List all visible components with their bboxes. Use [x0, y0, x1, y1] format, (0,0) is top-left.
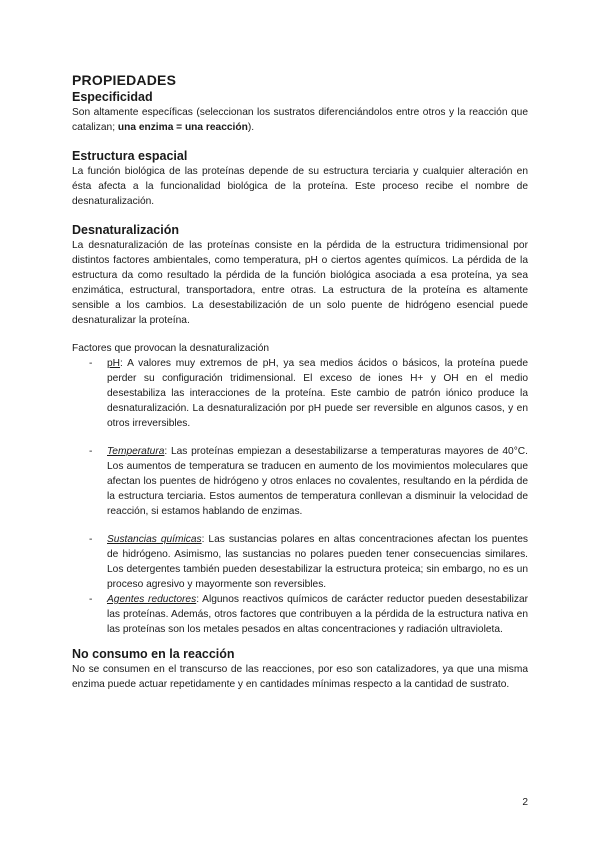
especificidad-text: Son altamente específicas (seleccionan los sustratos diferenciándolos entre otros y la reacción que catalizan;: [72, 107, 528, 133]
especificidad-bold: una enzima = una reacción: [117, 122, 248, 133]
term-sustancias: Sustancias químicas: [107, 534, 202, 545]
heading-no-consumo: No consumo en la reacción: [72, 647, 235, 661]
heading-especificidad: Especificidad: [72, 90, 153, 104]
paragraph-no-consumo: No se consumen en el transcurso de las reacciones, por eso son catalizadores, ya que una misma enzima puede actuar repetidamente y en cantidades mínimas respecto a la cantidad de sustrato.: [72, 664, 528, 690]
heading-desnaturalizacion: Desnaturalización: [72, 223, 179, 237]
list-item-sustancias: [72, 532, 528, 592]
list-item-ph: [72, 356, 528, 431]
page-title: PROPIEDADES: [72, 72, 177, 88]
document-page: [72, 72, 528, 692]
factores-list: [72, 356, 528, 637]
term-temperatura: Temperatura: [107, 446, 165, 457]
page-number: 2: [522, 797, 528, 808]
list-dash: -: [89, 446, 93, 457]
list-dash: -: [89, 594, 93, 605]
paragraph-estructura-espacial: La función biológica de las proteínas depende de su estructura terciaria y cualquier alteración en ésta afecta a la funcionalidad biológica de la proteína. Este proceso recibe el nombre de desnaturalización.: [72, 166, 528, 207]
term-agentes: Agentes reductores: [107, 594, 197, 605]
factores-intro: Factores que provocan la desnaturalización: [72, 343, 270, 354]
text-ph: : A valores muy extremos de pH, ya sea medios ácidos o básicos, la proteína puede perder su configuración tridimensional. El exceso de iones H+ y OH en el medio desestabiliza las interacciones de la proteína. Este cambio de patrón iónico produce la desnaturalización. La desnaturalización por pH puede ser reversible en algunos casos, y en otros irreversibles.: [107, 358, 528, 429]
text-sustancias: : Las sustancias polares en altas concentraciones afectan los puentes de hidrógeno. Asimismo, las sustancias no polares pueden tener consecuencias similares. Los detergentes también pueden desestabilizar la estructura proteica; sin embargo, no es un proceso agresivo y mayormente son reversibles.: [107, 534, 528, 590]
list-item-temperatura: [72, 444, 528, 519]
list-dash: -: [89, 358, 93, 369]
paragraph-especificidad: [72, 105, 528, 135]
text-temperatura: : Las proteínas empiezan a desestabilizarse a temperaturas mayores de 40°C. Los aumentos de temperatura se traducen en aumento de los movimientos moleculares que afectan los puentes de hidrógeno y otros enlaces no covalentes, resultando en la pérdida de la estructura terciaria. Estos aumentos de temperatura conllevan a disminuir la velocidad de reacción, si estamos hablando de enzimas.: [107, 446, 528, 517]
list-item-agentes: [72, 592, 528, 637]
text-agentes: : Algunos reactivos químicos de carácter reductor pueden desestabilizar las proteínas. Además, otros factores que contribuyen a la pérdida de la estructura nativa en las proteínas son los metales pesados en altas concentraciones y radiación ultravioleta.: [107, 594, 528, 635]
especificidad-end: ).: [247, 122, 255, 133]
term-ph: pH: [107, 358, 121, 369]
paragraph-desnaturalizacion: La desnaturalización de las proteínas consiste en la pérdida de la estructura tridimensional por distintos factores ambientales, como temperatura, pH o ciertos agentes químicos. La pérdida de la estructura da como resultado la pérdida de la función biológica asociada a esa proteína, ya sea enzimática, estructural, transportadora, entre otras. La estructura de la proteína es altamente sensible a los cambios. La desestabilización de un solo puente de hidrógeno esencial puede desnaturalizar la proteína.: [72, 240, 528, 326]
heading-estructura-espacial: Estructura espacial: [72, 149, 188, 163]
list-dash: -: [89, 534, 93, 545]
